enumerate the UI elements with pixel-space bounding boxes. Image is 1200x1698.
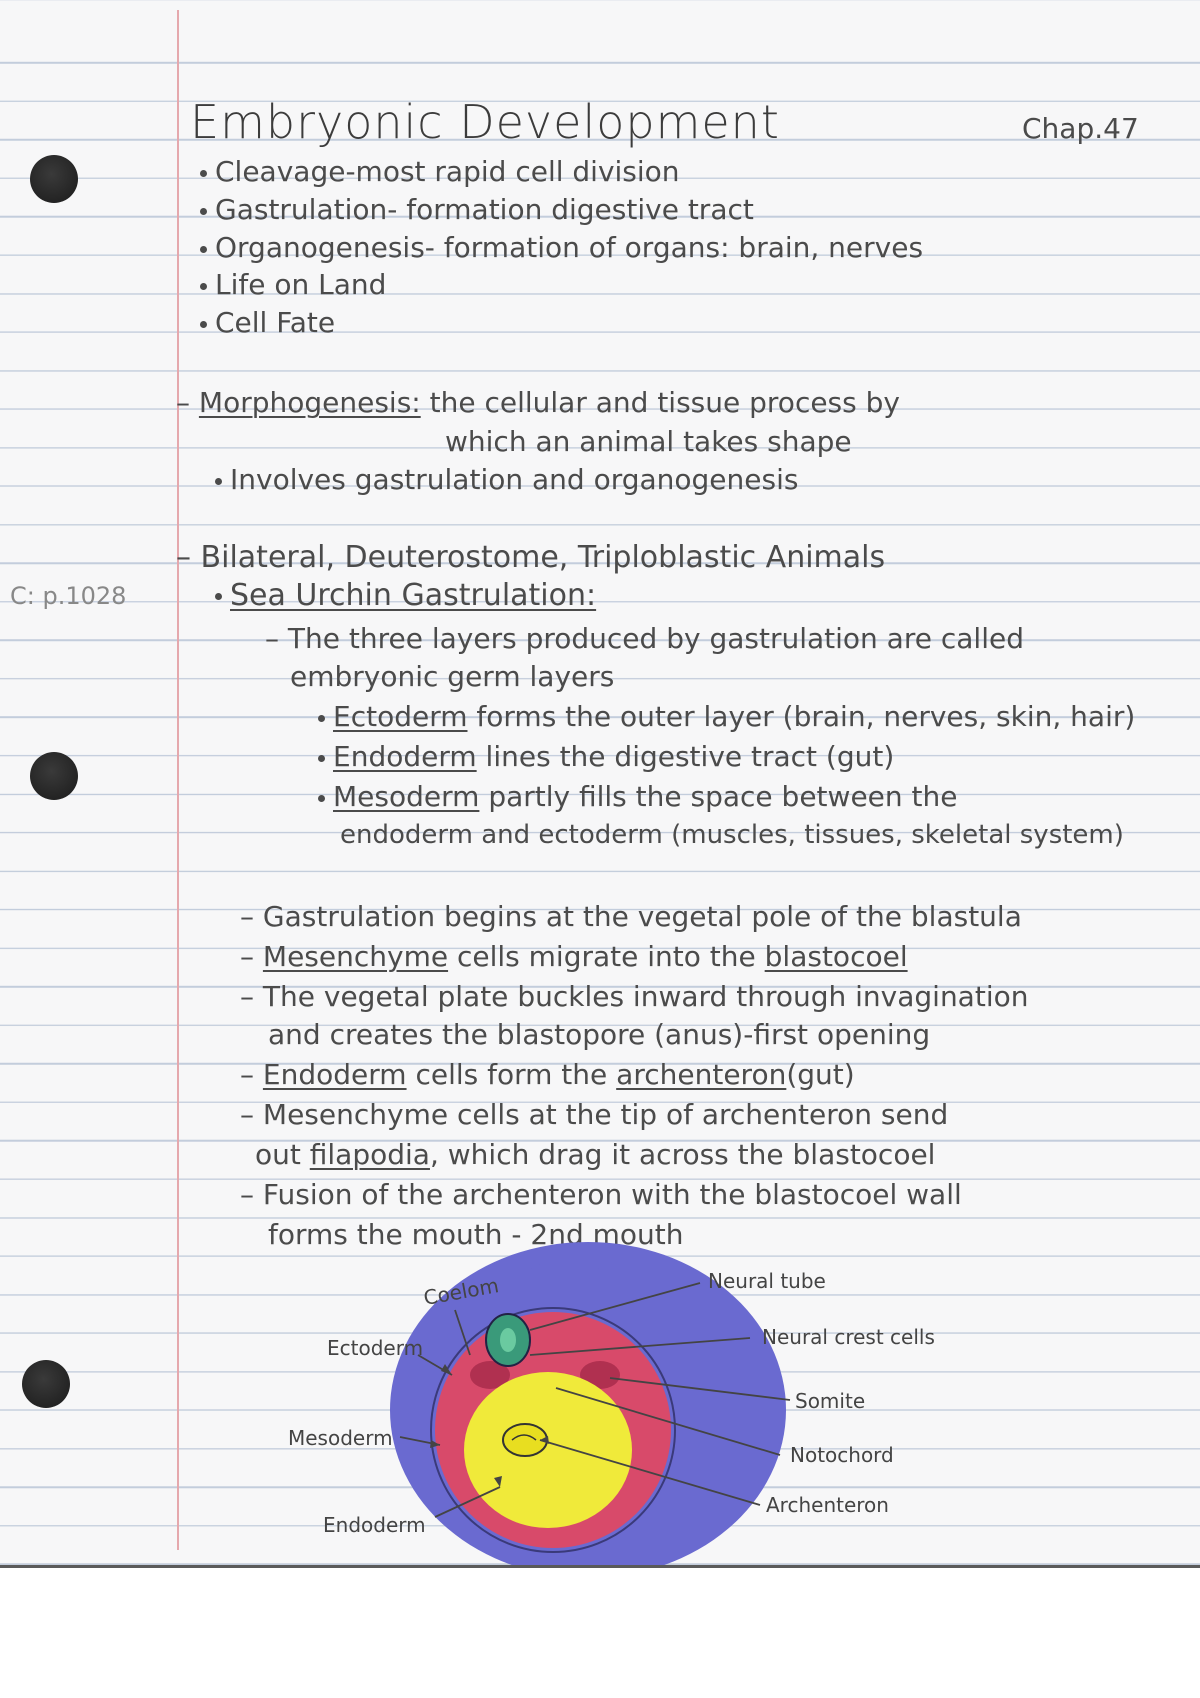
term-mesoderm: Mesoderm: [333, 780, 480, 813]
label-endoderm: Endoderm: [323, 1513, 426, 1537]
step-item: – Endoderm cells form the archenteron(gut): [240, 1058, 855, 1091]
note-text: (gut): [786, 1058, 855, 1091]
list-item-text: Involves gastrulation and organogenesis: [230, 463, 799, 496]
note-text: The three layers produced by gastrulation are called: [287, 622, 1024, 655]
term-morphogenesis: Morphogenesis:: [198, 386, 421, 419]
note-line: and creates the blastopore (anus)-first opening: [268, 1018, 931, 1051]
note-text: Gastrulation begins at the vegetal pole of the blastula: [262, 900, 1022, 933]
note-line: forms the mouth - 2nd mouth: [268, 1218, 684, 1251]
endoderm-layer: [464, 1372, 632, 1528]
section-heading: – Bilateral, Deuterostome, Triploblastic Animals: [176, 540, 886, 575]
label-neural-crest-cells: Neural crest cells: [762, 1325, 935, 1349]
list-item-text: Life on Land: [215, 268, 387, 301]
label-notochord: Notochord: [790, 1443, 894, 1467]
label-neural-tube: Neural tube: [708, 1269, 826, 1293]
section-heading-text: Bilateral, Deuterostome, Triploblastic Animals: [200, 540, 886, 575]
page-title: Embryonic Development: [190, 95, 780, 149]
label-ectoderm: Ectoderm: [327, 1336, 424, 1360]
step-item: – Mesenchyme cells at the tip of archenteron send: [240, 1098, 949, 1131]
note-text: cells form the: [415, 1058, 608, 1091]
term-filapodia: filapodia: [309, 1138, 430, 1171]
list-item-text: Organogenesis- formation of organs: brain, nerves: [215, 231, 924, 264]
label-mesoderm: Mesoderm: [288, 1426, 393, 1450]
term-blastocoel: blastocoel: [764, 940, 908, 973]
note-text: forms the outer layer (brain, nerves, skin, hair): [476, 700, 1136, 733]
list-item-text: Cleavage-most rapid cell division: [215, 155, 680, 188]
morphogenesis-heading: – Morphogenesis: the cellular and tissue process by: [176, 386, 900, 419]
label-coelom: Coelom: [421, 1273, 501, 1310]
step-item: – Gastrulation begins at the vegetal pole of the blastula: [240, 900, 1022, 933]
side-reference: C: p.1028: [10, 582, 127, 610]
term-archenteron: archenteron: [616, 1058, 787, 1091]
term-endoderm: Endoderm: [262, 1058, 407, 1091]
step-item: – The vegetal plate buckles inward through invagination: [240, 980, 1029, 1013]
label-somite: Somite: [795, 1389, 866, 1413]
note-line: endoderm and ectoderm (muscles, tissues, skeletal system): [340, 820, 1124, 850]
note-text: , which drag it across the blastocoel: [429, 1138, 936, 1171]
note-text: Mesenchyme cells at the tip of archenteron send: [262, 1098, 949, 1131]
note-text: The vegetal plate buckles inward through invagination: [262, 980, 1029, 1013]
chapter-label: Chap.47: [1022, 112, 1139, 145]
note-text: cells migrate into the: [456, 940, 756, 973]
step-item: – Fusion of the archenteron with the blastocoel wall: [240, 1178, 962, 1211]
sub-heading-text: Sea Urchin Gastrulation:: [230, 578, 597, 613]
neural-tube-lumen: [500, 1328, 516, 1352]
term-mesenchyme: Mesenchyme: [262, 940, 449, 973]
note-text: lines the digestive tract (gut): [485, 740, 895, 773]
note-line: embryonic germ layers: [290, 660, 615, 693]
definition-line: which an animal takes shape: [445, 425, 852, 458]
note-text: partly fills the space between the: [488, 780, 958, 813]
term-ectoderm: Ectoderm: [333, 700, 468, 733]
label-archenteron: Archenteron: [766, 1493, 889, 1517]
note-text: Fusion of the archenteron with the blastocoel wall: [262, 1178, 962, 1211]
list-item-text: Gastrulation- formation digestive tract: [215, 193, 754, 226]
definition-line: the cellular and tissue process by: [429, 386, 900, 419]
term-endoderm: Endoderm: [333, 740, 477, 773]
note-line: – The three layers produced by gastrulation are called: [265, 622, 1024, 655]
step-item: – Mesenchyme cells migrate into the blastocoel: [240, 940, 908, 973]
note-text: out: [255, 1138, 301, 1171]
list-item-text: Cell Fate: [215, 306, 336, 339]
